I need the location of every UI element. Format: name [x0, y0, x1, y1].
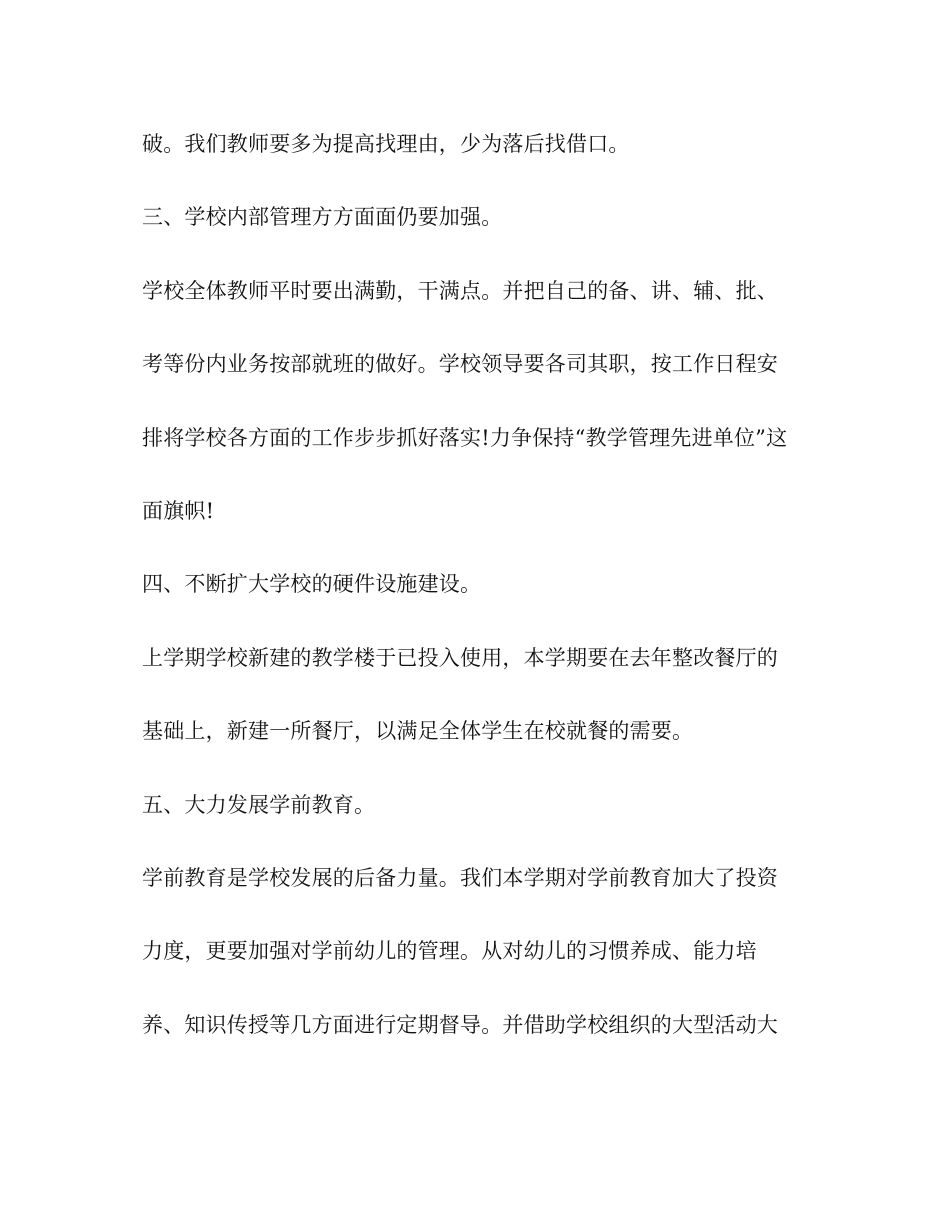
- paragraph-line: 养、知识传授等几方面进行定期督导。并借助学校组织的大型活动大: [142, 1012, 778, 1037]
- paragraph-line: 破。我们教师要多为提高找理由，少为落后找借口。: [142, 132, 630, 156]
- paragraph-line: 力度，更要加强对学前幼儿的管理。从对幼儿的习惯养成、能力培: [142, 939, 757, 964]
- paragraph-line: 基础上，新建一所餐厅，以满足全体学生在校就餐的需要。: [142, 719, 694, 744]
- section-heading: 五、大力发展学前教育。: [142, 792, 376, 817]
- paragraph-line: 考等份内业务按部就班的做好。学校领导要各司其职，按工作日程安: [142, 352, 778, 377]
- paragraph-line: 排将学校各方面的工作步步抓好落实!力争保持“教学管理先进单位”这: [142, 425, 788, 450]
- paragraph-line: 上学期学校新建的教学楼于已投入使用，本学期要在去年整改餐厅的: [142, 645, 778, 670]
- section-heading: 三、学校内部管理方方面面仍要加强。: [142, 205, 503, 230]
- section-heading: 四、不断扩大学校的硬件设施建设。: [142, 572, 482, 597]
- document-body: [142, 134, 822, 1088]
- paragraph-line: 学校全体教师平时要出满勤，干满点。并把自己的备、讲、辅、批、: [142, 278, 778, 303]
- paragraph-line: 学前教育是学校发展的后备力量。我们本学期对学前教育加大了投资: [142, 865, 778, 890]
- paragraph-line: 面旗帜!: [142, 498, 215, 523]
